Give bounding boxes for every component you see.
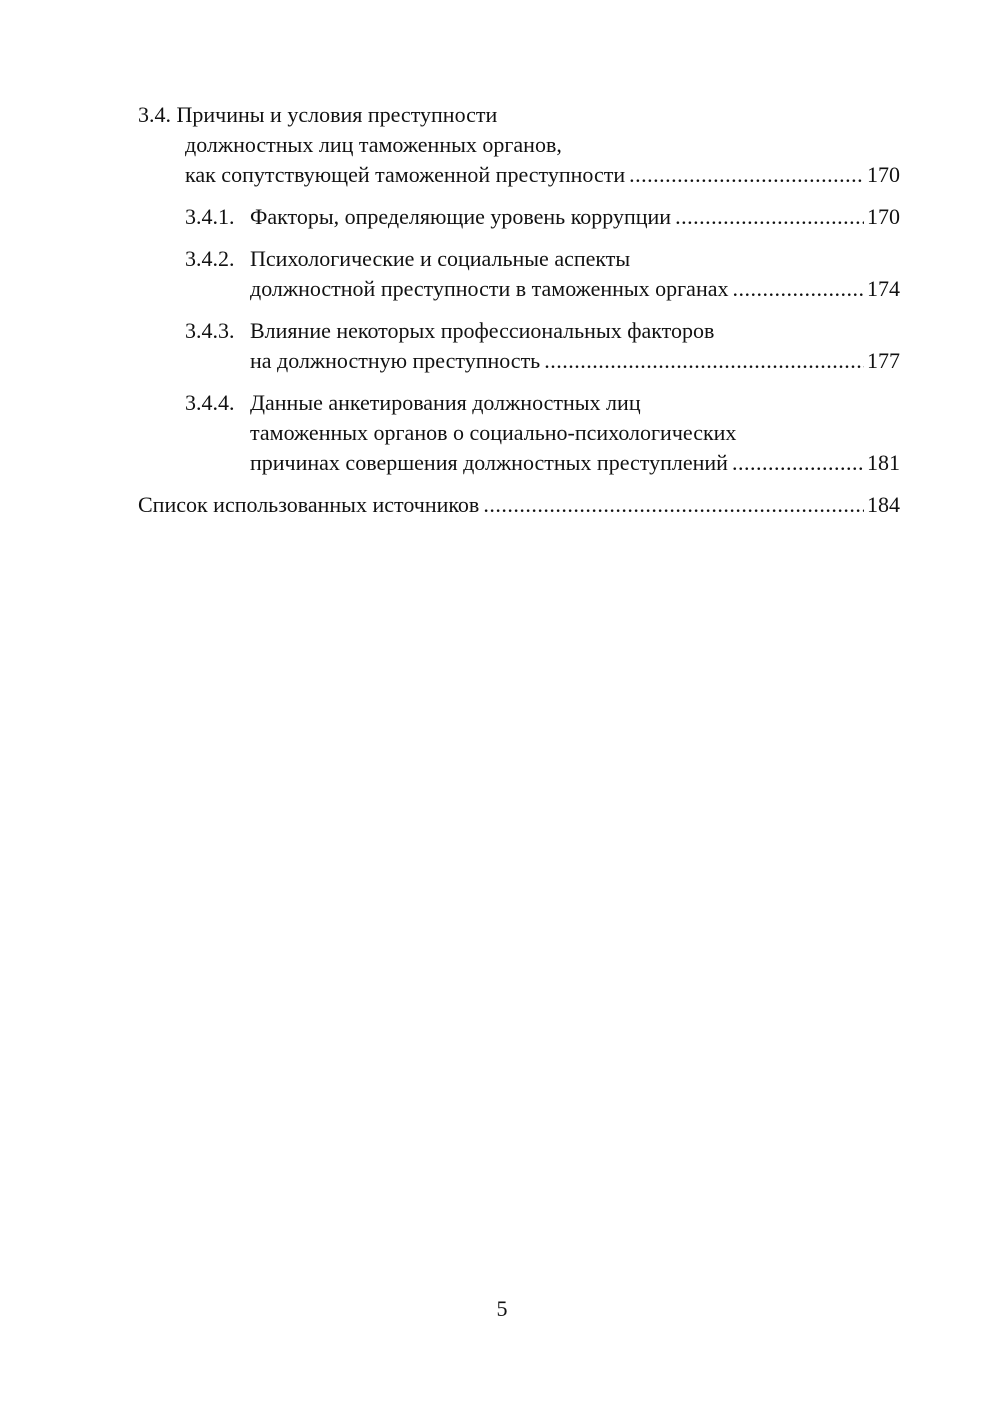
table-of-contents [138,100,900,520]
dot-leader [629,160,864,190]
toc-entry-number: 3.4.1. [185,204,235,229]
toc-entry-number: 3.4.3. [185,318,235,343]
toc-page-number: 181 [867,450,900,475]
toc-entry-title-line: как сопутствующей таможенной преступности [185,162,626,187]
toc-entry-title-line: причинах совершения должностных преступлений [250,450,728,475]
toc-page-number: 184 [867,492,900,517]
toc-entry-3-4-3 [185,316,900,376]
toc-page-number: 177 [867,348,900,373]
toc-entry-bibliography [138,490,900,520]
toc-entry-3-4 [138,100,900,190]
toc-entry-number: 3.4.2. [185,246,235,271]
toc-entry-number: 3.4.4. [185,390,235,415]
dot-leader [732,448,864,478]
toc-page-number: 170 [867,162,900,187]
toc-entry-title-line: Психологические и социальные аспекты [250,246,631,271]
toc-entry-3-4-1 [185,202,900,232]
toc-page-number: 174 [867,276,900,301]
toc-entry-number: 3.4. [138,102,171,127]
toc-entry-title-line: Данные анкетирования должностных лиц [250,390,641,415]
toc-entry-title-line: таможенных органов о социально-психологических [250,420,737,445]
toc-entry-title-line: Причины и условия преступности [176,102,498,127]
dot-leader [544,346,864,376]
dot-leader [483,490,864,520]
toc-entry-title-line: Влияние некоторых профессиональных факторов [250,318,715,343]
dot-leader [733,274,865,304]
dot-leader [675,202,864,232]
toc-entry-title-line: на должностную преступность [250,348,541,373]
toc-entry-title-line: Факторы, определяющие уровень коррупции [250,204,672,229]
toc-entry-title-line: Список использованных источников [138,492,480,517]
toc-entry-title-line: должностной преступности в таможенных органах [250,276,729,301]
page-number: 5 [496,1296,508,1321]
toc-entry-3-4-2 [185,244,900,304]
toc-entry-title-line: должностных лиц таможенных органов, [185,132,562,157]
toc-entry-3-4-4 [185,388,900,478]
toc-page-number: 170 [867,204,900,229]
